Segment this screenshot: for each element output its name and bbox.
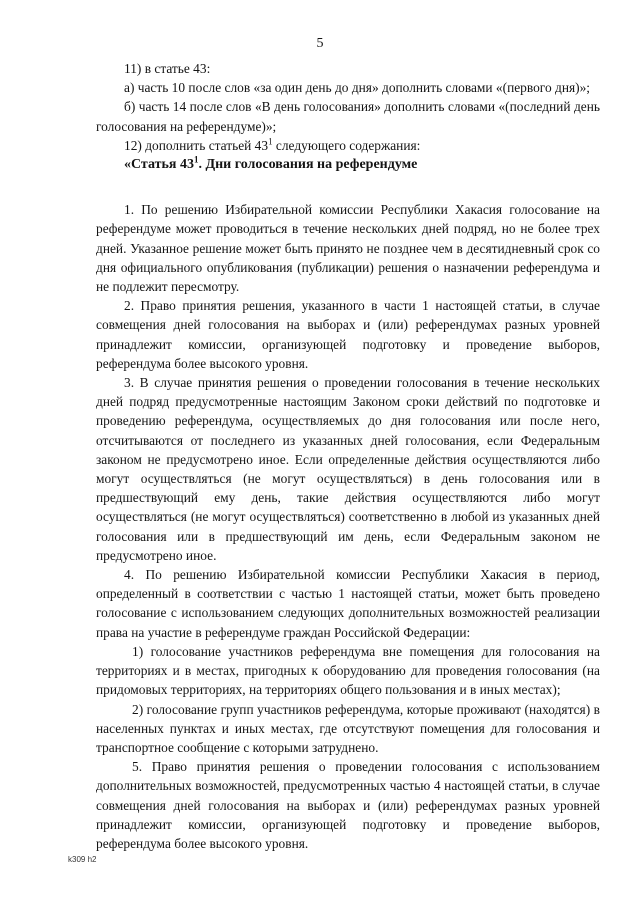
amendment-item-11b: б) часть 14 после слов «В день голосования» дополнить словами «(последний день голосования на референдуме)»; (96, 99, 600, 134)
amendment-item-12-text: 12) дополнить статьей 43 (124, 137, 269, 153)
amendment-item-12 (96, 136, 600, 155)
paragraph-4: 4. По решению Избирательной комиссии Республики Хакасия в период, определенный в соответствии с частью 1 настоящей статьи, может быть проведено голосование с использованием следующих дополнительных возможностей реализации права на участие в референдуме граждан Российской Федерации: (96, 567, 600, 640)
paragraph-3: 3. В случае принятия решения о проведении голосования в течение нескольких дней подряд предусмотренные настоящим Законом сроки действий по подготовке и проведению референдума, осуществляемых до дня голосования или после него, отсчитываются от последнего из указанных дней голосования, если Федеральным законом не предусмотрено иное. Если определенные действия осуществляются либо могут осуществляться (не могут осуществляться) в день голосования или в предшествующий ему день, такие действия осуществляются либо могут осуществляться (не могут осуществляться) соответственно в любой из указанных дней голосования или в предшествующий им день, если Федеральным законом не предусмотрено иное. (96, 375, 600, 563)
paragraph-2: 2. Право принятия решения, указанного в части 1 настоящей статьи, в случае совмещения дней голосования на выборах и (или) референдумах разных уровней принадлежит комиссии, организующей подготовку и проведение выборов, референдума более высокого уровня. (96, 298, 600, 371)
footer-code: k309 h2 (68, 855, 97, 864)
amendment-item-11: 11) в статье 43: (124, 61, 211, 76)
paragraph-4-subitem-2: 2) голосование групп участников референдума, которые проживают (находятся) в населенных пунктах и иных местах, где отсутствуют помещения для голосования и транспортное сообщение с которыми затруднено. (96, 701, 600, 755)
superscript: 1 (193, 154, 199, 165)
superscript: 1 (268, 136, 273, 147)
paragraph-1: 1. По решению Избирательной комиссии Республики Хакасия голосование на референдуме может проводиться в течение нескольких дней подряд, но не более трех дней. Указанное решение может быть принято не позднее чем в десятидневный срок со дня официального опубликования (публикации) решения о назначении референдума и не подлежит пересмотру. (96, 202, 600, 295)
page-number: 5 (316, 36, 324, 51)
paragraph-5: 5. Право принятия решения о проведении голосования с использованием дополнительных возможностей, предусмотренных частью 4 настоящей статьи, в случае совмещения дней голосования на выборах и (или) референдумах разных уровней принадлежит комиссии, организующей подготовку и проведение выборов, референдума более высокого уровня. (96, 759, 600, 851)
amendment-item-11a: а) часть 10 после слов «за один день до дня» дополнить словами «(первого дня)»; (124, 80, 591, 96)
amendment-item-12-tail: следующего содержания: (272, 137, 421, 153)
article-heading-prefix: «Статья 43 (124, 157, 194, 173)
article-heading (96, 155, 600, 174)
article-heading-title: . Дни голосования на референдуме (198, 157, 418, 173)
document-body (96, 59, 600, 853)
paragraph-4-subitem-1: 1) голосование участников референдума вне помещения для голосования на территориях и в местах, пригодных к оборудованию для проведения голосования (на придомовых территориях, на территориях общего пользования и в иных местах); (96, 643, 600, 698)
